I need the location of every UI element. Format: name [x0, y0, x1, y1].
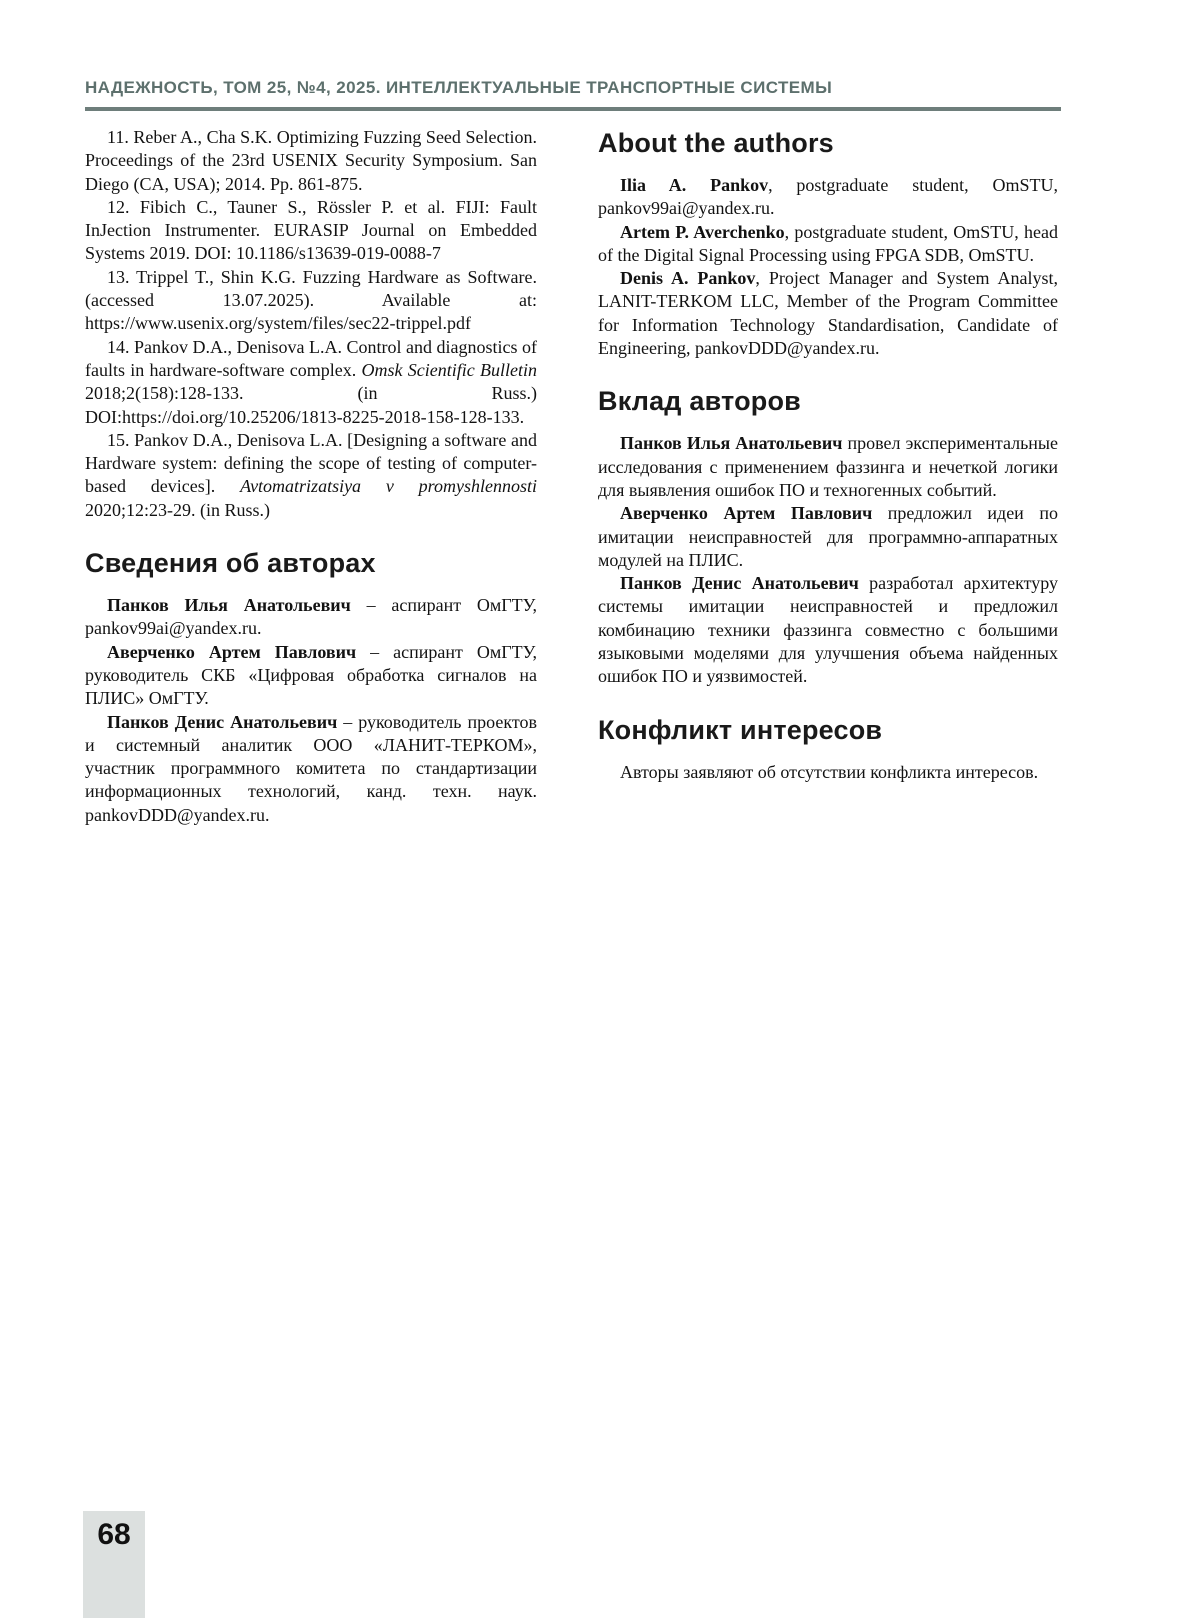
author-name: Ilia A. Pankov: [620, 175, 769, 195]
author-name: Аверченко Артем Павлович: [620, 503, 873, 524]
reference-text: 15. Pankov D.A., Denisova L.A. [Designing a software and Hardware system: defining the scope of testing of computer-based devices].: [85, 429, 537, 497]
reference-text: 14. Pankov D.A., Denisova L.A. Control and diagnostics of faults in hardware-software complex.: [85, 336, 537, 380]
author-name: Панков Денис Анатольевич: [107, 711, 338, 732]
reference-item-12: [85, 196, 537, 266]
reference-item-15: [85, 429, 537, 522]
reference-text-post: 2020;12:23-29. (in Russ.): [85, 499, 271, 520]
section-heading-authors-ru: Сведения об авторах: [85, 548, 376, 579]
section-heading-conflict: Конфликт интересов: [598, 714, 883, 745]
reference-journal-italic: Omsk Scientific Bulletin: [361, 359, 537, 380]
reference-item-11: [85, 126, 537, 196]
contribution-description: провел экспериментальные исследования с применением фаззинга и нечеткой логики для выявления ошибок ПО и техногенных событий.: [598, 433, 1058, 500]
author-name: Denis A. Pankov: [620, 268, 756, 289]
author-ru-item: [85, 594, 537, 641]
author-description: , postgraduate student, OmSTU, head of the Digital Signal Processing using FPGA SDB, OmSTU.: [598, 221, 1058, 265]
author-en-item: [598, 221, 1058, 268]
author-name: Artem P. Averchenko: [620, 221, 785, 242]
reference-text-post: 2018;2(158):128-133. (in Russ.) DOI:https://doi.org/10.25206/1813-8225-2018-158-128-133.: [85, 383, 537, 427]
section-heading-contributions: Вклад авторов: [598, 386, 801, 417]
author-description: – аспирант ОмГТУ, руководитель СКБ «Цифровая обработка сигналов на ПЛИС» ОмГТУ.: [85, 641, 537, 709]
header-rule: [85, 107, 1061, 111]
author-name: Аверченко Артем Павлович: [107, 641, 357, 662]
right-column: [598, 126, 1058, 784]
author-name: Панков Денис Анатольевич: [620, 573, 859, 594]
reference-text: 11. Reber A., Cha S.K. Optimizing Fuzzing Seed Selection. Proceedings of the 23rd USENIX Security Symposium. San Diego (CA, USA); 2014. Pp. 861-875.: [85, 127, 537, 194]
author-name: Панков Илья Анатольевич: [107, 595, 351, 616]
author-name: Панков Илья Анатольевич: [620, 433, 843, 454]
author-description: , Project Manager and System Analyst, LANIT-TERKOM LLC, Member of the Program Committee for Information Technology Standardisation, Candidate of Engineering, pankovDDD@yandex.ru.: [598, 268, 1058, 359]
conflict-statement: Авторы заявляют об отсутствии конфликта интересов.: [620, 761, 1039, 782]
reference-journal-italic: Avtomatrizatsiya v promyshlennosti: [240, 476, 537, 497]
contribution-item: [598, 572, 1058, 688]
reference-item-13: [85, 266, 537, 336]
page-number-box: [83, 1511, 145, 1618]
page-number: 68: [97, 1518, 131, 1551]
author-en-item: [598, 267, 1058, 360]
author-ru-item: [85, 711, 537, 827]
left-column: [85, 126, 537, 827]
author-ru-item: [85, 641, 537, 711]
author-description: – аспирант ОмГТУ, pankov99ai@yandex.ru.: [85, 595, 537, 639]
reference-text: 12. Fibich C., Tauner S., Rössler P. et al. FIJI: Fault InJection Instrumenter. EURASIP Journal on Embedded Systems 2019. DOI: 10.1186/s13639-019-0088-7: [85, 196, 537, 264]
journal-running-header: НАДЕЖНОСТЬ, ТОМ 25, №4, 2025. ИНТЕЛЛЕКТУАЛЬНЫЕ ТРАНСПОРТНЫЕ СИСТЕМЫ: [85, 78, 833, 97]
reference-item-14: [85, 336, 537, 429]
contribution-description: разработал архитектуру системы имитации неисправностей и предложил комбинацию техники фаззинга совместно с большими языковыми моделями для улучшения объема найденных ошибок ПО и уязвимостей.: [598, 573, 1058, 687]
contribution-item: [598, 502, 1058, 572]
author-description: , postgraduate student, OmSTU, pankov99ai@yandex.ru.: [598, 175, 1058, 219]
author-en-item: [598, 174, 1058, 221]
reference-text: 13. Trippel T., Shin K.G. Fuzzing Hardware as Software. (accessed 13.07.2025). Available at: https://www.usenix.org/system/files/sec22-trippel.pdf: [85, 266, 537, 334]
author-description: – руководитель проектов и системный аналитик ООО «ЛАНИТ-ТЕРКОМ», участник программного комитета по стандартизации информационных технологий, канд. техн. наук. pankovDDD@yandex.ru.: [85, 711, 537, 825]
contribution-description: предложил идеи по имитации неисправностей для программно-аппаратных модулей на ПЛИС.: [598, 503, 1058, 570]
section-heading-authors-en: About the authors: [598, 128, 834, 158]
contribution-item: [598, 432, 1058, 502]
